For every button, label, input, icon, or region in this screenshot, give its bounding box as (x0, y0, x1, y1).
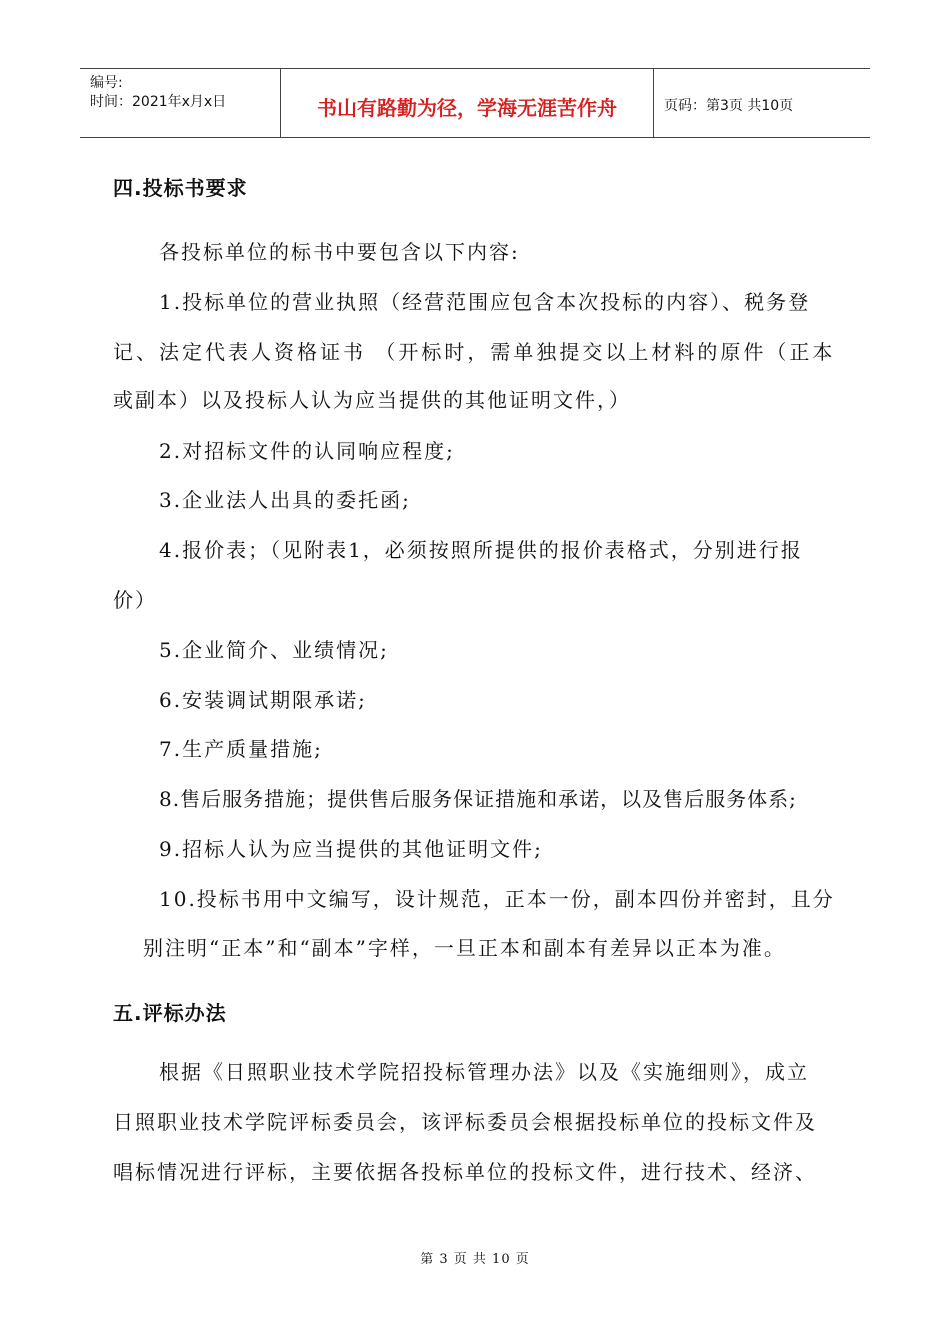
item-7: 7.生产质量措施; (159, 737, 323, 761)
item-4-line-2: 价） (113, 588, 157, 612)
time-label: 时间：2021年x月x日 (90, 94, 227, 110)
document-header (80, 68, 870, 138)
item-5: 5.企业简介、业绩情况; (159, 638, 389, 662)
page-footer: 第 3 页 共 10 页 (420, 1252, 530, 1267)
header-page-cell (654, 69, 870, 137)
header-motto-cell (281, 69, 654, 137)
motto-text: 书山有路勤为径，学海无涯苦作舟 (317, 96, 617, 120)
item-8: 8.售后服务措施；提供售后服务保证措施和承诺，以及售后服务体系; (159, 787, 797, 811)
header-meta-cell (80, 69, 281, 137)
item-1-line-1: 1.投标单位的营业执照（经营范围应包含本次投标的内容）、税务登 (159, 290, 811, 314)
section-5-para-line-1: 根据《日照职业技术学院招投标管理办法》以及《实施细则》，成立 (159, 1060, 809, 1084)
item-1-line-3: 或副本）以及投标人认为应当提供的其他证明文件，） (113, 388, 631, 412)
item-6: 6.安装调试期限承诺; (159, 688, 367, 712)
item-10-line-2: 别注明“正本”和“副本”字样，一旦正本和副本有差异以正本为准。 (143, 936, 786, 960)
section-4-title: 四.投标书要求 (113, 176, 248, 200)
section-4-intro: 各投标单位的标书中要包含以下内容: (159, 240, 520, 264)
item-4-line-1: 4.报价表；（见附表1，必须按照所提供的报价表格式，分别进行报 (159, 538, 803, 562)
item-2: 2.对招标文件的认同响应程度; (159, 439, 455, 463)
section-5-para-line-3: 唱标情况进行评标，主要依据各投标单位的投标文件，进行技术、经济、 (113, 1160, 817, 1184)
section-5-para-line-2: 日照职业技术学院评标委员会，该评标委员会根据投标单位的投标文件及 (113, 1110, 817, 1134)
item-3: 3.企业法人出具的委托函; (159, 488, 411, 512)
page-info: 页码：第3页 共10页 (664, 98, 794, 114)
item-1-line-2: 记、法定代表人资格证书 （开标时，需单独提交以上材料的原件（正本 (113, 340, 836, 364)
number-label: 编号: (90, 75, 123, 91)
section-5-title: 五.评标办法 (113, 1001, 227, 1025)
item-10-line-1: 10.投标书用中文编写，设计规范，正本一份，副本四份并密封，且分 (159, 887, 835, 911)
item-9: 9.招标人认为应当提供的其他证明文件; (159, 837, 543, 861)
